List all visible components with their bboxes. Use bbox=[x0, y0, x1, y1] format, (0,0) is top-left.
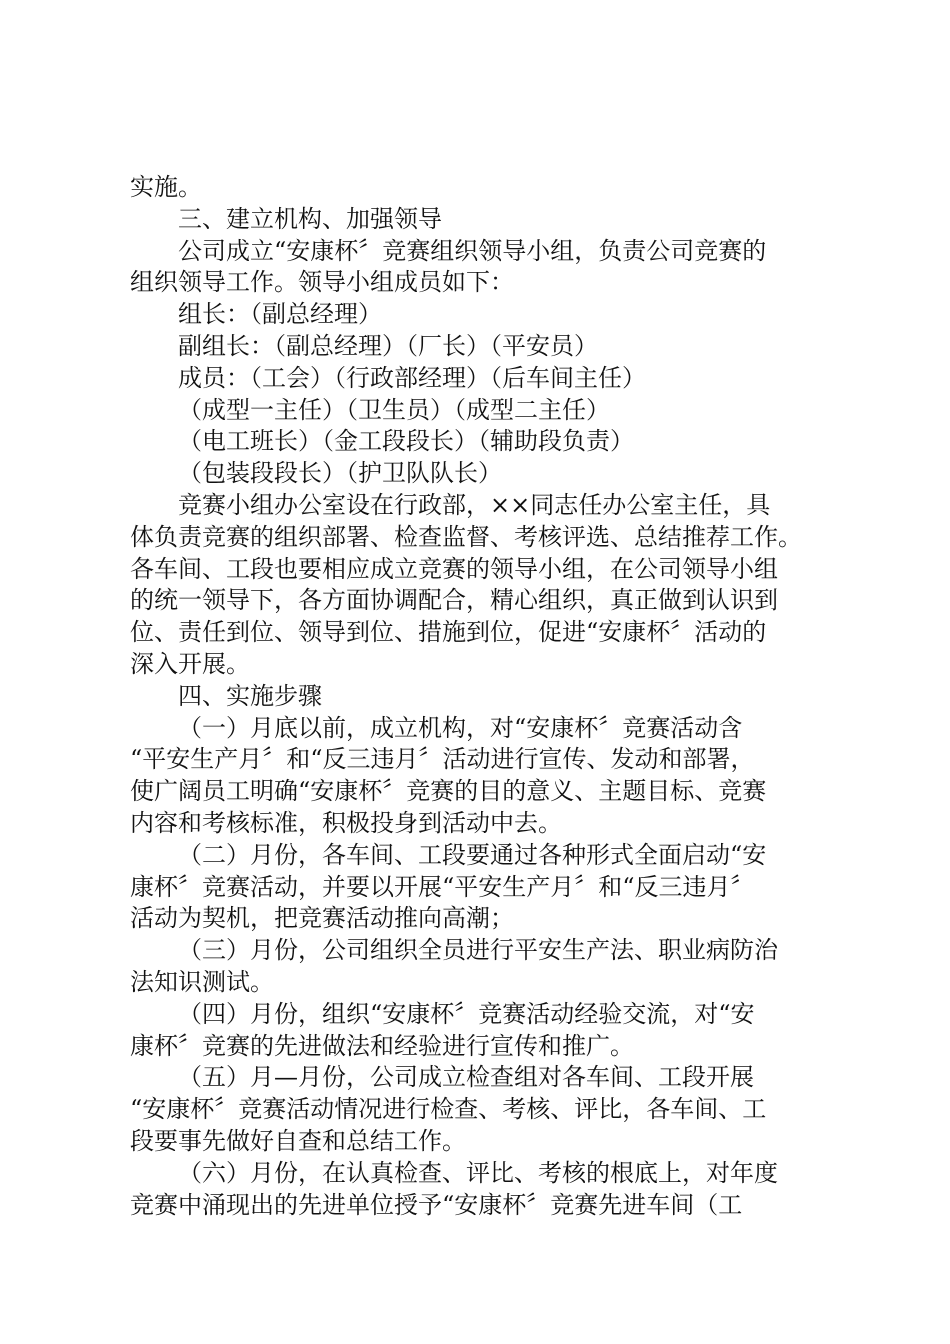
text-line: 三、建立机构、加强领导 bbox=[178, 204, 442, 233]
text-line: （四）月份，组织“安康杯〞竞赛活动经验交流，对“安 bbox=[178, 999, 755, 1028]
text-line: （五）月—月份，公司成立检查组对各车间、工段开展 bbox=[178, 1063, 754, 1092]
text-line: 各车间、工段也要相应成立竞赛的领导小组，在公司领导小组 bbox=[130, 554, 778, 583]
document-body bbox=[130, 172, 820, 1221]
text-line: （电工班长）（金工段段长）（辅助段负责） bbox=[178, 427, 634, 456]
text-line: 深入开展。 bbox=[130, 649, 250, 678]
text-line: 组长：（副总经理） bbox=[178, 300, 382, 329]
text-line: 位、责任到位、领导到位、措施到位，促进“安康杯〞活动的 bbox=[130, 618, 767, 647]
text-line: 活动为契机，把竞赛活动推向高潮； bbox=[130, 904, 514, 933]
text-line: （六）月份，在认真检查、评比、考核的根底上，对年度 bbox=[178, 1158, 778, 1187]
text-line: 的统一领导下，各方面协调配合，精心组织，真正做到认识到 bbox=[130, 586, 778, 615]
text-line: 内容和考核标准，积极投身到活动中去。 bbox=[130, 808, 562, 837]
text-line: 法知识测试。 bbox=[130, 967, 274, 996]
text-line: 段要事先做好自查和总结工作。 bbox=[130, 1126, 466, 1155]
text-line: （成型一主任）（卫生员）（成型二主任） bbox=[178, 395, 610, 424]
text-line: 康杯〞竞赛的先进做法和经验进行宣传和推广。 bbox=[130, 1031, 634, 1060]
text-line: 康杯〞竞赛活动，并要以开展“平安生产月〞和“反三违月〞 bbox=[130, 872, 755, 901]
text-line: （一）月底以前，成立机构，对“安康杯〞竞赛活动含 bbox=[178, 713, 743, 742]
text-line: 成员：（工会）（行政部经理）（后车间主任） bbox=[178, 363, 646, 392]
text-line: 使广阔员工明确“安康杯〞竞赛的目的意义、主题目标、竞赛 bbox=[130, 777, 767, 806]
text-line: “平安生产月〞和“反三违月〞活动进行宣传、发动和部署， bbox=[130, 745, 755, 774]
text-line: 四、实施步骤 bbox=[178, 681, 322, 710]
text-line: （三）月份，公司组织全员进行平安生产法、职业病防治 bbox=[178, 936, 778, 965]
text-line: 公司成立“安康杯〞竞赛组织领导小组，负责公司竞赛的 bbox=[178, 236, 767, 265]
text-line: （包装段段长）（护卫队队长） bbox=[178, 459, 502, 488]
text-line: 副组长：（副总经理）（厂长）（平安员） bbox=[178, 331, 598, 360]
text-line: 竞赛小组办公室设在行政部，××同志任办公室主任，具 bbox=[178, 490, 771, 519]
text-line: （二）月份，各车间、工段要通过各种形式全面启动“安 bbox=[178, 840, 767, 869]
text-line: 竞赛中涌现出的先进单位授予“安康杯〞竞赛先进车间（工 bbox=[130, 1190, 743, 1219]
text-line: 体负责竞赛的组织部署、检查监督、考核评选、总结推荐工作。 bbox=[130, 522, 802, 551]
text-line: “安康杯〞竞赛活动情况进行检查、考核、评比，各车间、工 bbox=[130, 1095, 767, 1124]
text-line: 组织领导工作。领导小组成员如下： bbox=[130, 268, 514, 297]
text-line: 实施。 bbox=[130, 173, 202, 201]
